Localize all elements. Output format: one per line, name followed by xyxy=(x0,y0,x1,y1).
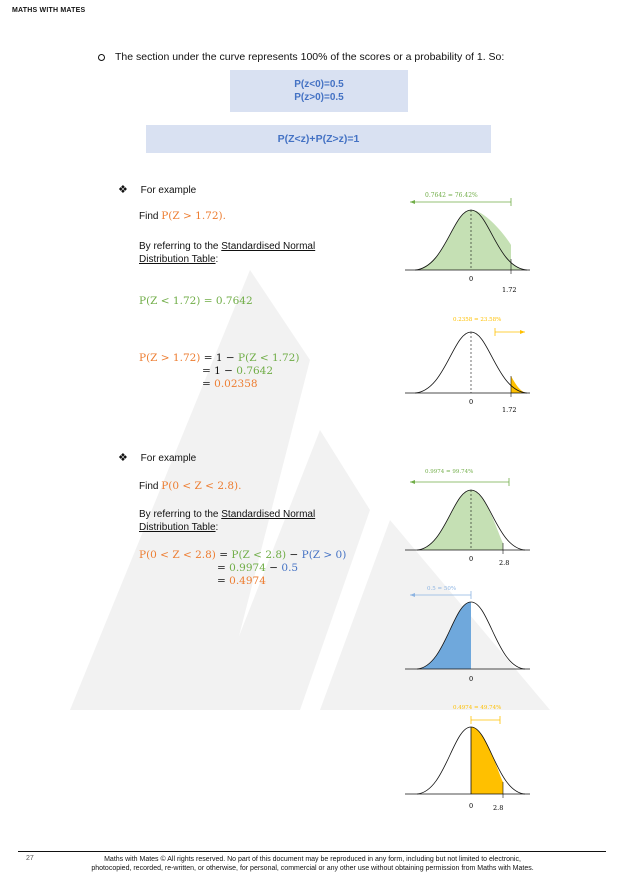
graph3-tick: 2.8 xyxy=(499,559,510,567)
graph4-zero: 0 xyxy=(469,675,474,683)
graph5-label: 0.4974 = 49.74% xyxy=(453,705,502,711)
graph1-label: 0.7642 = 76.42% xyxy=(425,192,478,199)
example2-working: P(0 < Z < 2.8) = P(Z < 2.8) − P(Z > 0) = 0.9974 − 0.5 = 0.4974 xyxy=(139,549,347,587)
header-title: MATHS WITH MATES xyxy=(12,7,86,14)
graph1-zero: 0 xyxy=(469,275,474,283)
example2-heading: ❖ For example xyxy=(118,452,197,464)
graph5-tick: 2.8 xyxy=(493,804,504,812)
intro-text: The section under the curve represents 100% of the scores or a probability of 1. So: xyxy=(115,51,505,63)
circle-bullet-icon xyxy=(98,54,105,61)
normal-curve-graph-2 xyxy=(405,312,535,420)
example2-find: Find P(0 < Z < 2.8). xyxy=(139,480,242,492)
example1-heading: ❖ For example xyxy=(118,184,197,196)
graph2-label: 0.2358 = 23.58% xyxy=(453,317,502,323)
example1-working: P(Z > 1.72) = 1 − P(Z < 1.72) = 1 − 0.7642 = 0.02358 xyxy=(139,352,300,390)
intro-bullet xyxy=(98,51,504,63)
page-number: 27 xyxy=(26,855,34,862)
normal-curve-graph-5 xyxy=(405,702,535,814)
probability-box xyxy=(230,70,408,112)
graph4-label: 0.5 = 50% xyxy=(427,586,457,592)
normal-curve-graph-4 xyxy=(405,582,535,690)
diamond-bullet-icon: ❖ xyxy=(118,184,128,196)
diamond-bullet-icon: ❖ xyxy=(118,452,128,464)
example1-reference: By referring to the Standardised Normal Distribution Table: xyxy=(139,241,316,265)
graph2-tick: 1.72 xyxy=(502,406,517,414)
graph3-zero: 0 xyxy=(469,555,474,563)
graph3-label: 0.9974 = 99.74% xyxy=(425,469,474,475)
graph5-zero: 0 xyxy=(469,802,474,810)
normal-curve-graph-1 xyxy=(405,185,535,297)
normal-curve-graph-3 xyxy=(405,465,535,573)
graph1-tick: 1.72 xyxy=(502,286,517,294)
footer-copyright: Maths with Mates © All rights reserved. No part of this document may be reproduced in any form, including but not limited to electronic, photocopied, recorded, re-written, or otherwise, for personal, commercial or any other use without obtaining permission from Maths with Mates. xyxy=(91,856,534,872)
total-probability-box: P(Z<z)+P(Z>z)=1 xyxy=(146,125,491,153)
box-line-1: P(z<0)=0.5 xyxy=(294,79,344,90)
example1-find: Find P(Z > 1.72). xyxy=(139,210,226,222)
example2-reference: By referring to the Standardised Normal Distribution Table: xyxy=(139,509,316,533)
box-line-2: P(z>0)=0.5 xyxy=(294,92,344,103)
example1-step1: P(Z < 1.72) = 0.7642 xyxy=(139,295,253,307)
footer-divider xyxy=(18,851,606,852)
graph2-zero: 0 xyxy=(469,398,474,406)
